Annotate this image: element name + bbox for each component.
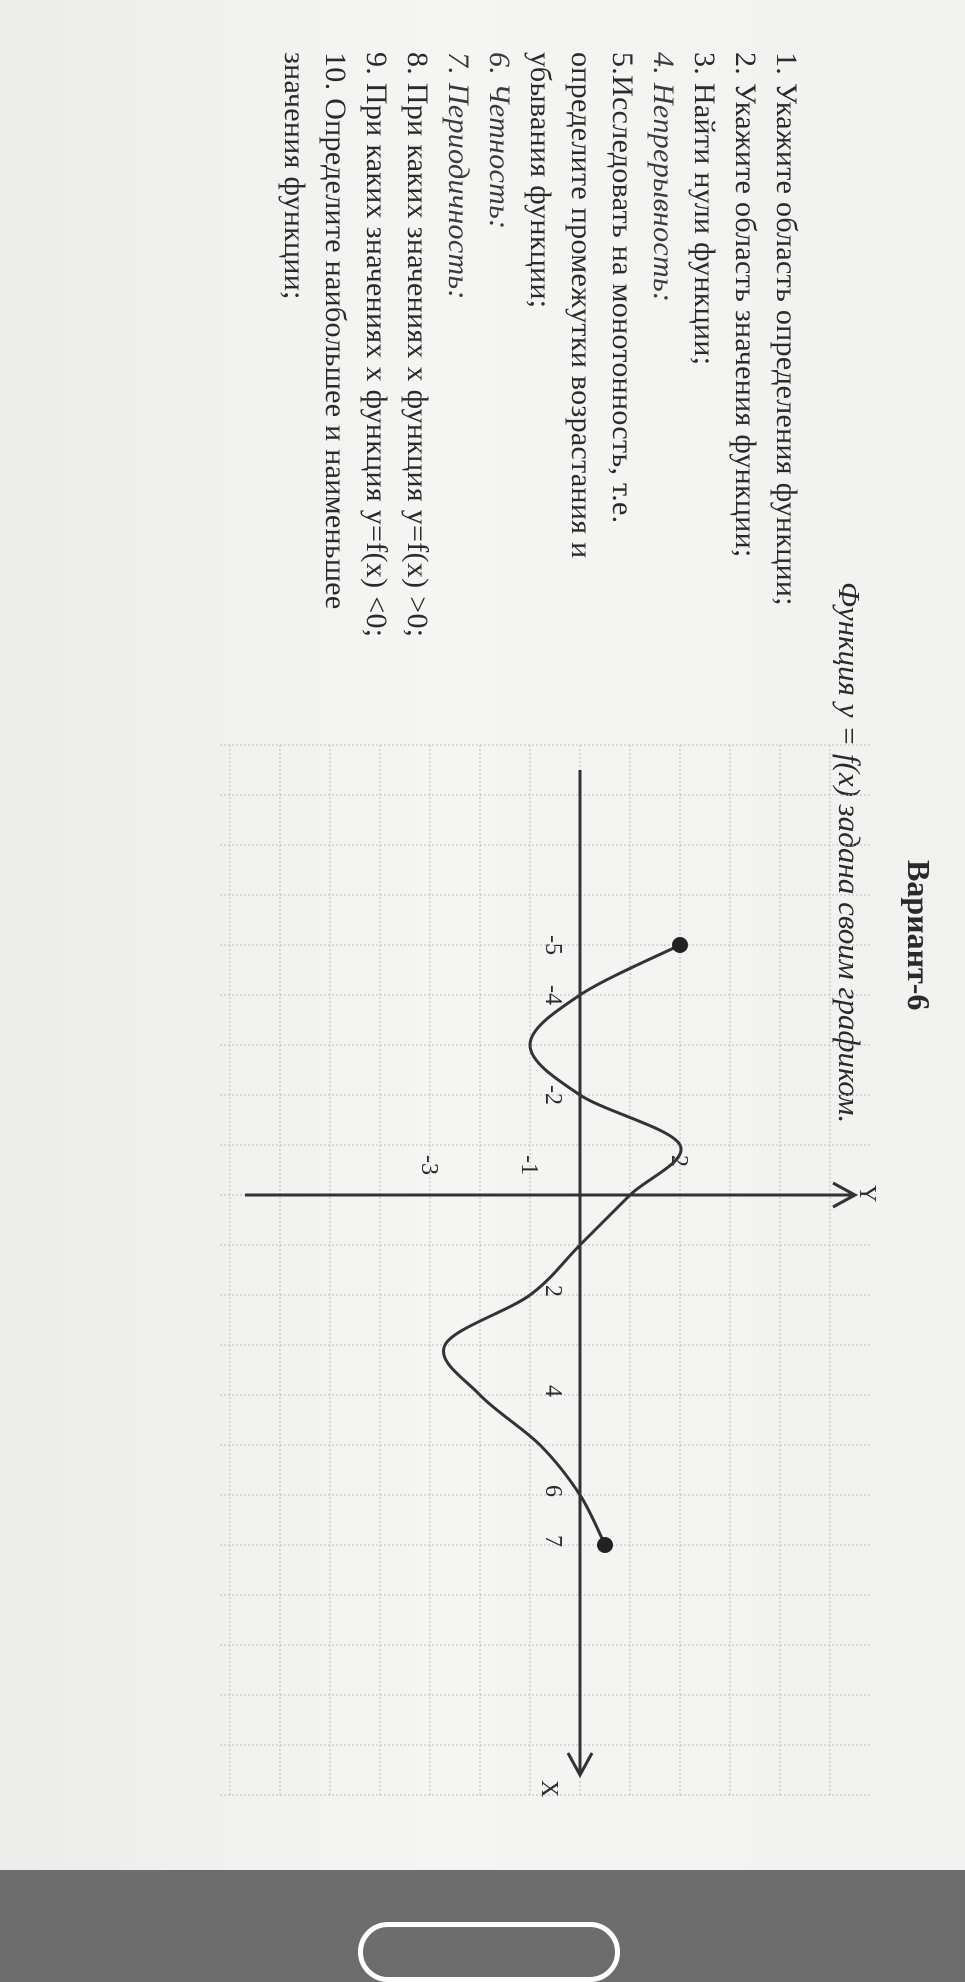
- y-tick-label: -3: [416, 1155, 442, 1175]
- grid-lines: [220, 745, 870, 1798]
- x-tick-label: -2: [540, 1085, 566, 1105]
- task-1: 1. Укажите область определения функции;: [770, 52, 803, 606]
- endpoint-dot: [672, 937, 688, 953]
- task-5: 5.Исследовать на монотонность, т.е.: [606, 52, 639, 524]
- task-9: 9. При каких значениях x функция y=f(x) <0;: [360, 52, 393, 638]
- y-tick-label: -1: [516, 1155, 542, 1175]
- task-3: 3. Найти нули функции;: [688, 52, 721, 366]
- x-tick-label: 2: [540, 1285, 566, 1297]
- x-tick-label: 4: [540, 1385, 566, 1397]
- task-8: 8. При каких значениях x функция y=f(x) >0;: [401, 52, 434, 638]
- task-5-line-2: определите промежутки возрастания и: [565, 52, 598, 559]
- y-tick-label: 2: [666, 1155, 692, 1167]
- task-6: 6. Четность:: [483, 52, 516, 230]
- endpoint-dot: [597, 1537, 613, 1553]
- axes: [245, 770, 855, 1775]
- x-tick-label: -4: [540, 985, 566, 1005]
- task-2: 2. Укажите область значения функции;: [729, 52, 762, 558]
- x-axis-label: X: [536, 1780, 562, 1798]
- task-10-line-2: значения функции;: [278, 52, 311, 300]
- home-indicator[interactable]: [358, 1922, 620, 1982]
- task-4: 4. Непрерывность:: [647, 52, 680, 303]
- worksheet-title: Вариант-6: [901, 860, 937, 1011]
- x-tick-label: 7: [540, 1535, 566, 1547]
- task-7: 7. Периодичность:: [442, 52, 475, 300]
- endpoint-markers: [597, 937, 688, 1553]
- worksheet-subtitle: Функция y = f(x) задана своим графиком.: [832, 582, 867, 1124]
- x-tick-label: 6: [540, 1485, 566, 1497]
- task-5-line-3: убывания функции;: [524, 52, 557, 309]
- tick-labels: [416, 935, 880, 1797]
- task-10: 10. Определите наибольшее и наименьшее: [319, 52, 352, 610]
- y-axis-label: Y: [854, 1185, 880, 1203]
- x-tick-label: -5: [540, 935, 566, 955]
